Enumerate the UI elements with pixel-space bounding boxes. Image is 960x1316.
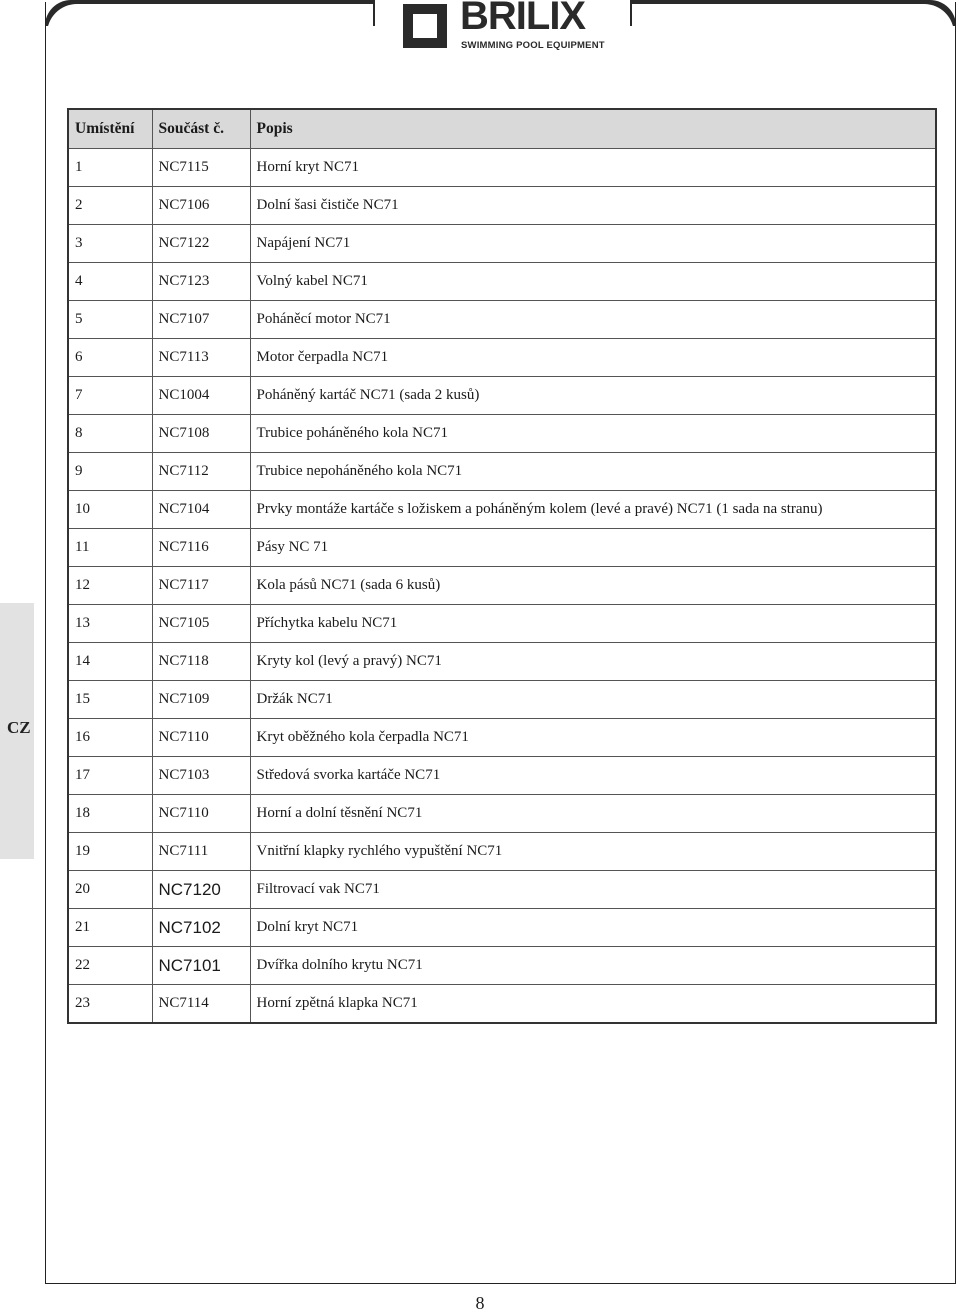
header-part-number: Součást č. [152, 109, 250, 149]
cell-part-number: NC7118 [152, 643, 250, 681]
cell-position: 20 [68, 871, 152, 909]
cell-description: Kryt oběžného kola čerpadla NC71 [250, 719, 936, 757]
header-band-left-inner [47, 4, 373, 34]
cell-position: 23 [68, 985, 152, 1024]
table-row [68, 719, 936, 757]
cell-position: 8 [68, 415, 152, 453]
cell-description: Poháněcí motor NC71 [250, 301, 936, 339]
cell-description: Příchytka kabelu NC71 [250, 605, 936, 643]
page-number: 8 [475, 1293, 485, 1313]
cell-position: 3 [68, 225, 152, 263]
cell-description: Držák NC71 [250, 681, 936, 719]
cell-part-number: NC7116 [152, 529, 250, 567]
cell-part-number: NC7106 [152, 187, 250, 225]
parts-table [67, 108, 937, 1024]
table-header-row [68, 109, 936, 149]
cell-description: Volný kabel NC71 [250, 263, 936, 301]
table-row [68, 453, 936, 491]
cell-description: Dvířka dolního krytu NC71 [250, 947, 936, 985]
cell-description: Horní kryt NC71 [250, 149, 936, 187]
cell-part-number: NC7101 [152, 947, 250, 985]
cell-position: 15 [68, 681, 152, 719]
table-row [68, 985, 936, 1024]
language-label: CZ [7, 718, 31, 737]
table-row [68, 263, 936, 301]
cell-part-number: NC1004 [152, 377, 250, 415]
table-row [68, 681, 936, 719]
header-band-right-inner [632, 4, 954, 34]
table-row [68, 871, 936, 909]
brand-name: BRILIX [460, 0, 586, 38]
cell-description: Napájení NC71 [250, 225, 936, 263]
cell-position: 6 [68, 339, 152, 377]
cell-position: 4 [68, 263, 152, 301]
cell-part-number: NC7114 [152, 985, 250, 1024]
cell-description: Trubice poháněného kola NC71 [250, 415, 936, 453]
table-row [68, 795, 936, 833]
cell-description: Dolní kryt NC71 [250, 909, 936, 947]
brand-tagline: SWIMMING POOL EQUIPMENT [461, 40, 605, 51]
table-row [68, 947, 936, 985]
table-row [68, 301, 936, 339]
cell-part-number: NC7109 [152, 681, 250, 719]
cell-part-number: NC7112 [152, 453, 250, 491]
cell-description: Prvky montáže kartáče s ložiskem a poháněným kolem (levé a pravé) NC71 (1 sada na stranu) [250, 491, 936, 529]
cell-description: Horní a dolní těsnění NC71 [250, 795, 936, 833]
table-row [68, 833, 936, 871]
cell-position: 13 [68, 605, 152, 643]
table-row [68, 415, 936, 453]
cell-position: 9 [68, 453, 152, 491]
cell-part-number: NC7115 [152, 149, 250, 187]
cell-description: Horní zpětná klapka NC71 [250, 985, 936, 1024]
cell-position: 22 [68, 947, 152, 985]
table-row [68, 149, 936, 187]
cell-position: 12 [68, 567, 152, 605]
cell-position: 7 [68, 377, 152, 415]
logo-square-icon [403, 4, 447, 48]
cell-part-number: NC7103 [152, 757, 250, 795]
cell-part-number: NC7117 [152, 567, 250, 605]
table-row [68, 757, 936, 795]
cell-part-number: NC7120 [152, 871, 250, 909]
cell-position: 11 [68, 529, 152, 567]
cell-description: Kryty kol (levý a pravý) NC71 [250, 643, 936, 681]
cell-position: 10 [68, 491, 152, 529]
cell-description: Pásy NC 71 [250, 529, 936, 567]
cell-position: 5 [68, 301, 152, 339]
header-position: Umístění [68, 109, 152, 149]
table-row [68, 187, 936, 225]
brand-logo [398, 0, 606, 56]
cell-description: Filtrovací vak NC71 [250, 871, 936, 909]
table-body [68, 149, 936, 1024]
table-row [68, 643, 936, 681]
cell-description: Kola pásů NC71 (sada 6 kusů) [250, 567, 936, 605]
table-row [68, 529, 936, 567]
table-row [68, 567, 936, 605]
cell-part-number: NC7110 [152, 795, 250, 833]
header-description: Popis [250, 109, 936, 149]
cell-part-number: NC7111 [152, 833, 250, 871]
cell-part-number: NC7113 [152, 339, 250, 377]
cell-part-number: NC7110 [152, 719, 250, 757]
cell-position: 17 [68, 757, 152, 795]
cell-description: Dolní šasi čističe NC71 [250, 187, 936, 225]
cell-position: 19 [68, 833, 152, 871]
cell-description: Vnitřní klapky rychlého vypuštění NC71 [250, 833, 936, 871]
cell-part-number: NC7105 [152, 605, 250, 643]
cell-position: 16 [68, 719, 152, 757]
table-row [68, 377, 936, 415]
cell-part-number: NC7104 [152, 491, 250, 529]
cell-position: 1 [68, 149, 152, 187]
cell-position: 14 [68, 643, 152, 681]
table-row [68, 225, 936, 263]
table-row [68, 491, 936, 529]
cell-description: Trubice nepoháněného kola NC71 [250, 453, 936, 491]
table-row [68, 605, 936, 643]
cell-part-number: NC7102 [152, 909, 250, 947]
cell-part-number: NC7122 [152, 225, 250, 263]
cell-part-number: NC7108 [152, 415, 250, 453]
cell-part-number: NC7107 [152, 301, 250, 339]
cell-position: 2 [68, 187, 152, 225]
cell-description: Motor čerpadla NC71 [250, 339, 936, 377]
cell-part-number: NC7123 [152, 263, 250, 301]
cell-position: 21 [68, 909, 152, 947]
cell-position: 18 [68, 795, 152, 833]
cell-description: Poháněný kartáč NC71 (sada 2 kusů) [250, 377, 936, 415]
cell-description: Středová svorka kartáče NC71 [250, 757, 936, 795]
table-row [68, 339, 936, 377]
table-row [68, 909, 936, 947]
